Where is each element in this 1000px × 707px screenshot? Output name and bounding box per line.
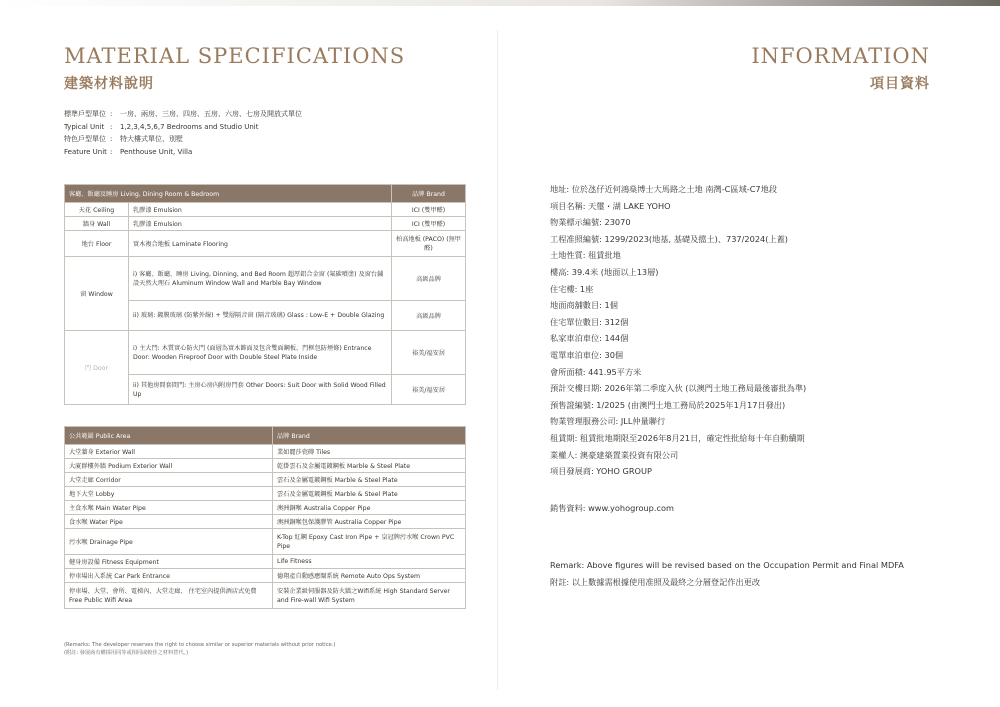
public-brand: 雲石及金屬電鍍鋼板 Marble & Steel Plate xyxy=(273,487,466,501)
public-brand: Life Fitness xyxy=(273,555,466,569)
unit-info-row xyxy=(64,108,302,121)
unit-info-label: Typical Unit xyxy=(64,122,105,131)
public-brand: 雲石及金屬電鍍鋼板 Marble & Steel Plate xyxy=(273,473,466,487)
unit-info-row xyxy=(64,133,302,146)
table2-area-header: 公共範圍 Public Area xyxy=(65,427,273,445)
info-remark-en: Remark: Above figures will be revised based on the Occupation Permit and Final MDFA xyxy=(550,560,904,570)
top-edge-shadow xyxy=(0,0,1000,6)
table2-brand-header: 品牌 Brand xyxy=(273,427,466,445)
window-brand: 高級品牌 xyxy=(392,257,466,301)
unit-info-colon: : xyxy=(110,135,113,143)
spec-material: 乳膠漆 Emulsion xyxy=(129,203,392,217)
info-remarks xyxy=(550,557,904,590)
public-brand: 安裝企業級伺服器及防火牆之Wifi系統 High Standard Server and Fire-wall Wifi System xyxy=(273,583,466,609)
door-item: 門 Door xyxy=(65,331,129,405)
info-moto-parking: 電單車泊車位: 30個 xyxy=(550,349,624,360)
window-spec: ii) 玻璃: 鍍膜玻璃 (防紫外線) + 雙層隔音窗 (隔音玻璃) Glass : Low-E + Double Glazing xyxy=(129,301,392,331)
info-remark-zh: 附註: 以上數據需根據使用准照及最終之分層登記作出更改 xyxy=(550,576,761,587)
public-item: 停車場、大堂、會所、電梯內、大堂走廊、 住宅室內提供酒店式免費 Free Public Wifi Area xyxy=(65,583,273,609)
information-title-zh: 項目資料 xyxy=(870,76,930,92)
public-item: 主食水喉 Main Water Pipe xyxy=(65,501,273,515)
info-permit: 工程准照編號: 1299/2023(地基, 基礎及擋土)、737/2024(上蓋) xyxy=(550,233,788,244)
door-brand: 裕美/福安居 xyxy=(392,375,466,405)
information-title-en: INFORMATION xyxy=(751,44,930,68)
info-units: 住宅單位數目: 312個 xyxy=(550,316,629,327)
public-brand: 乾掛雲石及金屬電鍍鋼板 Marble & Steel Plate xyxy=(273,459,466,473)
public-item: 停車場出入系統 Car Park Entrance xyxy=(65,569,273,583)
public-brand: 德翔產自動感應閘系統 Remote Auto Ops System xyxy=(273,569,466,583)
table1-brand-header: 品牌 Brand xyxy=(392,185,466,203)
spec-material: 乳膠漆 Emulsion xyxy=(129,217,392,231)
spec-brand: ICI (雙甲醛) xyxy=(392,217,466,231)
table1-area-header: 客廳、飯廳及睡房 Living, Dining Room & Bedroom xyxy=(65,185,392,203)
info-project-name: 項目名稱: 天璽・湖 LAKE YOHO xyxy=(550,200,671,211)
public-item: 大堂牆身 Exterior Wall xyxy=(65,445,273,459)
door-spec: i) 主大門: 木質實心防火門 (面層為實木飾面及包含雙面鋼板、門框包防煙條) Entrance Door: Wooden Fireproof Door with Double Steel Plate Inside xyxy=(129,331,392,375)
public-item: 大廈群樓外牆 Podium Exterior Wall xyxy=(65,459,273,473)
public-item: 地下大堂 Lobby xyxy=(65,487,273,501)
material-title-zh: 建築材料說明 xyxy=(64,76,154,92)
info-address: 地址: 位於氹仔近何鴻燊博士大馬路之土地 南灣-C區域-C7地段 xyxy=(550,184,778,194)
info-land-nature: 土地性質: 租賃批地 xyxy=(550,250,621,261)
unit-info-value: 特大樓式單位、別墅 xyxy=(120,135,183,143)
spec-material: 實木複合地板 Laminate Flooring xyxy=(129,231,392,257)
interior-spec-table xyxy=(64,184,466,405)
sales-info: 銷售資料: www.yohogroup.com xyxy=(550,503,674,513)
info-property-id: 物業標示編號: 23070 xyxy=(550,217,631,228)
info-lease-term: 租賃期: 租賃批地期限至2026年8月21日，確定性批給每十年自動續期 xyxy=(550,432,805,443)
unit-info-colon: : xyxy=(110,122,113,131)
public-item: 污水喉 Drainage Pipe xyxy=(65,529,273,555)
unit-info xyxy=(64,108,302,158)
info-presale-permit: 預售證編號: 1/2025 (由澳門土地工務局於2025年1月17日發出) xyxy=(550,399,786,410)
unit-info-value: Penthouse Unit, Villa xyxy=(120,147,193,156)
material-title-en: MATERIAL SPECIFICATIONS xyxy=(64,44,406,68)
window-item: 窗 Window xyxy=(65,257,129,331)
spec-brand: ICI (雙甲醛) xyxy=(392,203,466,217)
unit-info-row xyxy=(64,121,302,134)
unit-info-colon: : xyxy=(110,147,113,156)
public-brand: 澳洲銅喉包保護膠管 Australia Copper Pipe xyxy=(273,515,466,529)
window-brand: 高級品牌 xyxy=(392,301,466,331)
public-item: 大堂走廊 Corridor xyxy=(65,473,273,487)
project-info-list xyxy=(550,181,806,480)
info-towers: 住宅樓: 1座 xyxy=(550,283,594,294)
unit-info-label: 特色戶型單位 xyxy=(64,135,106,143)
spec-brand: 柏高地板 (PACO) (無甲醛) xyxy=(392,231,466,257)
info-owner: 業權人: 澳豪建築置業投資有限公司 xyxy=(550,449,679,460)
info-management: 物業管理服務公司: JLL仲量聯行 xyxy=(550,416,666,427)
unit-info-value: 一房、兩房、三房、四房、五房、六房、七房及開放式單位 xyxy=(120,110,302,118)
window-spec: i) 客廳、飯廳、睡房 Living, Dinning, and Bed Room 超厚鋁合金窗 (氟碳噴塗) 及窗台鋪設天然大理石 Aluminum Window Wall and Marble Bay Window xyxy=(129,257,392,301)
spec-item: 地台 Floor xyxy=(65,231,129,257)
info-car-parking: 私家車泊車位: 144個 xyxy=(550,333,629,344)
remarks xyxy=(64,641,335,657)
unit-info-row xyxy=(64,146,302,159)
unit-info-value: 1,2,3,4,5,6,7 Bedrooms and Studio Unit xyxy=(120,122,259,131)
info-handover: 預計交樓日期: 2026年第二季度入伙 (以澳門土地工務局最後審批為準) xyxy=(550,383,807,394)
public-item: 食水喉 Water Pipe xyxy=(65,515,273,529)
page-fold xyxy=(497,30,498,690)
public-brand: K-Top 紅鋼 Epoxy Cast Iron Pipe + 皇冠牌污水喉 Crown PVC Pipe xyxy=(273,529,466,555)
door-spec: ii) 其他房間套間門: 主房心房內附房門套 Other Doors: Suit Door with Solid Wood Filled Up xyxy=(129,375,392,405)
public-item: 健身房設備 Fitness Equipment xyxy=(65,555,273,569)
unit-info-colon: : xyxy=(110,110,113,118)
remark-zh: (附註: 發展商有權採用同等或相同或較佳之材料替代。) xyxy=(64,650,189,656)
unit-info-label: Feature Unit xyxy=(64,147,107,156)
unit-info-label: 標準戶型單位 xyxy=(64,110,106,118)
public-area-table xyxy=(64,426,466,609)
info-clubhouse: 會所面積: 441.95平方米 xyxy=(550,366,642,377)
spec-item: 天花 Ceiling xyxy=(65,203,129,217)
door-brand: 裕美/福安居 xyxy=(392,331,466,375)
public-brand: 澳洲銅喉 Australia Copper Pipe xyxy=(273,501,466,515)
public-brand: 業如麗莎瓷磚 Tiles xyxy=(273,445,466,459)
info-height: 樓高: 39.4米 (地面以上13層) xyxy=(550,266,659,277)
spec-item: 牆身 Wall xyxy=(65,217,129,231)
info-shops: 地面商舖數目: 1個 xyxy=(550,300,618,311)
info-developer: 項目發展商: YOHO GROUP xyxy=(550,466,652,477)
remark-en: (Remarks: The developer reserves the right to choose similar or superior materials without prior notice.) xyxy=(64,642,336,648)
